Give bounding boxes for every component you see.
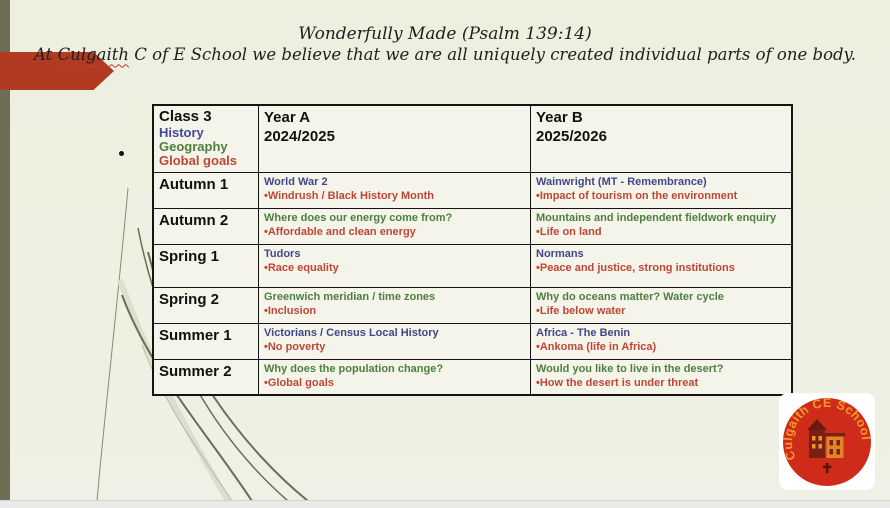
topic-title: Normans — [536, 248, 584, 260]
year-a-cell — [259, 324, 531, 360]
topic-title: Why do oceans matter? Water cycle — [536, 291, 724, 303]
term-label-cell — [154, 209, 259, 245]
year-b-cell — [531, 209, 792, 245]
global-goal: •Impact of tourism on the environment — [536, 189, 738, 202]
subtitle-pre: At — [34, 45, 58, 65]
year-a-cell — [259, 209, 531, 245]
subtitle-post: C of E School we believe that we are all uniquely created individual parts of one body. — [129, 45, 856, 65]
year-b-cell — [531, 173, 792, 209]
legend-geography: Geography — [159, 138, 228, 154]
term-label: Spring 1 — [159, 248, 220, 265]
global-goal: •No poverty — [264, 340, 326, 353]
school-logo-graphic — [779, 393, 875, 490]
term-row-autumn-2 — [154, 209, 792, 245]
year-a-cell — [259, 173, 531, 209]
topic-title: Wainwright (MT - Remembrance) — [536, 176, 707, 188]
term-label-cell — [154, 245, 259, 288]
term-label: Summer 1 — [159, 327, 232, 344]
topic-title: Victorians / Census Local History — [264, 327, 439, 339]
term-label: Autumn 1 — [159, 176, 229, 193]
year-b-header-cell — [531, 106, 792, 173]
term-label: Spring 2 — [159, 291, 220, 308]
topic-title: Africa - The Benin — [536, 327, 631, 339]
year-a-header-cell — [259, 106, 531, 173]
year-a-label: Year A — [264, 109, 311, 126]
table-header-row — [154, 106, 792, 173]
term-row-spring-2 — [154, 288, 792, 324]
topic-title: Mountains and independent fieldwork enquiry — [536, 212, 777, 224]
global-goal: •Life below water — [536, 304, 626, 317]
topic-title: Where does our energy come from? — [264, 212, 453, 224]
global-goal: •Windrush / Black History Month — [264, 189, 434, 202]
global-goal: •Ankoma (life in Africa) — [536, 340, 657, 353]
class-subjects-cell — [154, 106, 259, 173]
year-a-dates: 2024/2025 — [264, 127, 335, 145]
global-goal: •Race equality — [264, 261, 339, 274]
global-goal: •How the desert is under threat — [536, 376, 699, 389]
topic-title: Why does the population change? — [264, 363, 444, 375]
year-a-cell — [259, 360, 531, 395]
term-row-summer-2 — [154, 360, 792, 395]
global-goal: •Global goals — [264, 376, 334, 389]
slide-title-block — [0, 24, 890, 65]
year-a-cell — [259, 288, 531, 324]
school-name-word: Culgaith — [57, 45, 130, 65]
global-goal: •Peace and justice, strong institutions — [536, 261, 735, 274]
global-goal: •Affordable and clean energy — [264, 225, 416, 238]
year-b-cell — [531, 324, 792, 360]
term-label-cell — [154, 324, 259, 360]
year-a-cell — [259, 245, 531, 288]
term-row-autumn-1 — [154, 173, 792, 209]
slide-title: Wonderfully Made (Psalm 139:14) — [298, 24, 592, 44]
year-b-label: Year B — [536, 109, 583, 126]
year-b-cell — [531, 360, 792, 395]
global-goal: •Inclusion — [264, 304, 317, 317]
term-label: Summer 2 — [159, 363, 232, 380]
topic-title: Greenwich meridian / time zones — [264, 291, 436, 303]
legend-history: History — [159, 124, 204, 140]
topic-title: World War 2 — [264, 176, 328, 188]
school-logo — [779, 393, 875, 490]
topic-title: Tudors — [264, 248, 301, 260]
term-row-summer-1 — [154, 324, 792, 360]
topic-title: Would you like to live in the desert? — [536, 363, 724, 375]
year-b-cell — [531, 245, 792, 288]
term-label-cell — [154, 360, 259, 395]
class-label: Class 3 — [159, 108, 212, 125]
year-b-dates: 2025/2026 — [536, 127, 607, 145]
term-label-cell — [154, 288, 259, 324]
school-values-subtitle — [0, 45, 890, 65]
stray-bullet-point — [119, 151, 124, 156]
logo-school-name: Culgaith CE School — [780, 395, 873, 463]
term-row-spring-1 — [154, 245, 792, 288]
term-label: Autumn 2 — [159, 212, 229, 229]
global-goal: •Life on land — [536, 225, 602, 238]
curriculum-table — [153, 105, 792, 395]
term-label-cell — [154, 173, 259, 209]
legend-global-goals: Global goals — [159, 152, 238, 168]
year-b-cell — [531, 288, 792, 324]
bottom-edge-strip — [0, 500, 890, 508]
